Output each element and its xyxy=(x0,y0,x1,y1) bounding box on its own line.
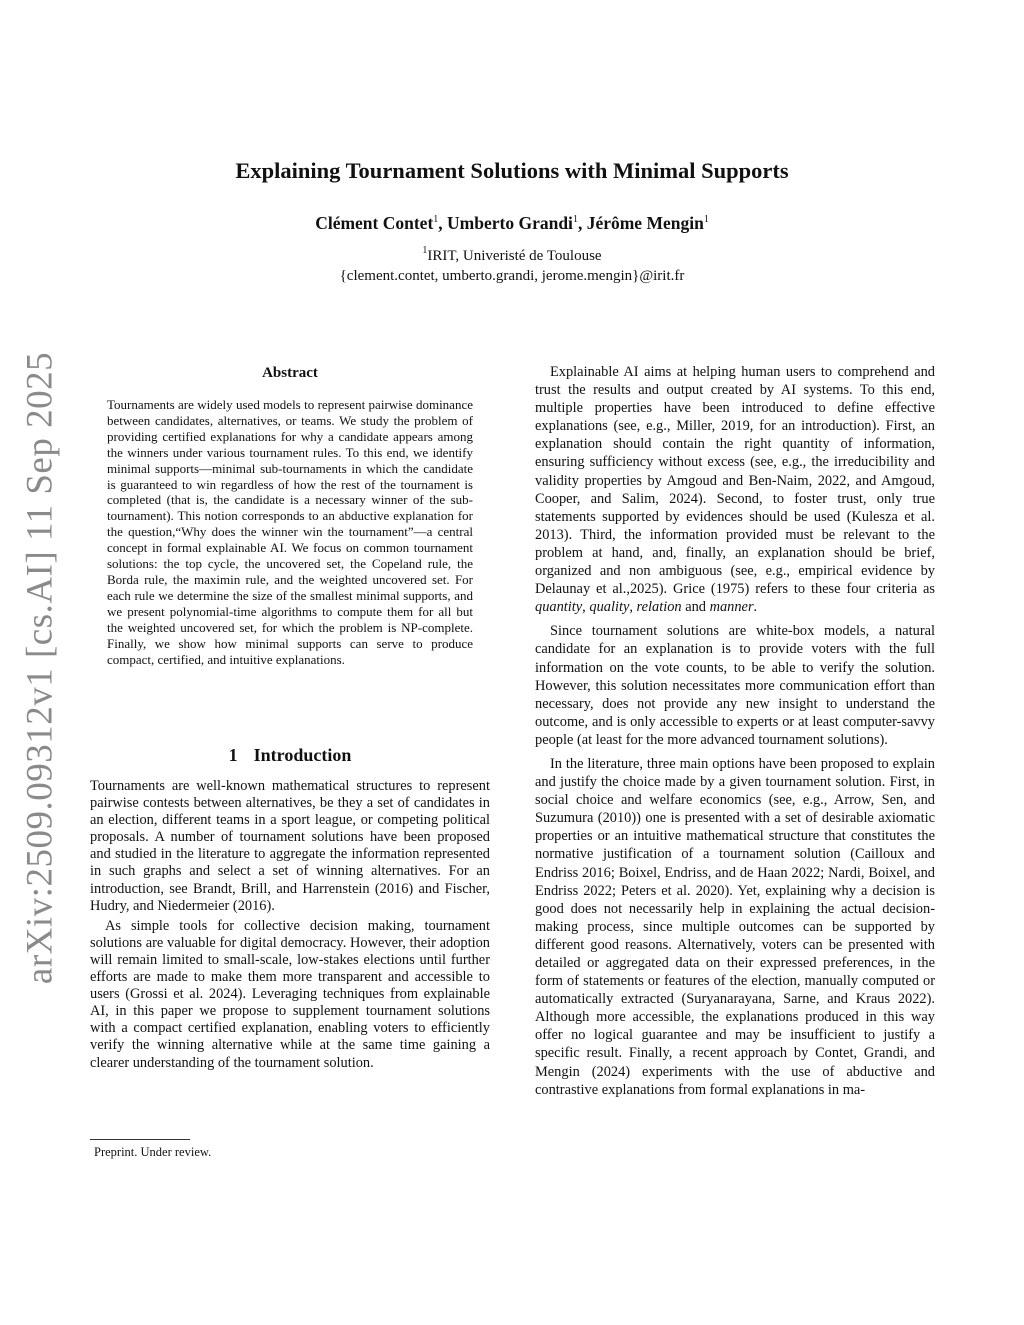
criterion-quantity: quantity xyxy=(535,599,583,616)
right-column-body xyxy=(535,363,935,1099)
author-name: Clément Contet xyxy=(315,213,434,233)
arxiv-identifier: arXiv:2509.09312v1 [cs.AI] 11 Sep 2025 xyxy=(19,351,61,985)
author-emails: {clement.contet, umberto.grandi, jerome.mengin}@irit.fr xyxy=(339,268,685,284)
criterion-quality: quality xyxy=(589,599,630,616)
author-list: Clément Contet$^1$, Umberto Grandi$^1$, Jérôme Mengin$^1$ xyxy=(315,213,709,233)
left-column-body xyxy=(90,778,490,1072)
footnote: Preprint. Under review. xyxy=(94,1145,212,1159)
paragraph: In the literature, three main options have been proposed to explain and justify the choice made by a given tournament solution. First, in social choice and welfare economics (see, e.g., Arrow, Sen, and Suzumura (2010)) one is presented with a set of desirable axiomatic properties or an intuitive mathematical structure that constitutes the normative justification of a tournament solution (Cailloux and Endriss 2016; Boixel, Endriss, and de Haan 2022; Nardi, Boixel, and Endriss 2022; Peters et al. 2020). Yet, explaining why a decision is good does not necessarily help in explaining the actual decision-making process, since multiple outcomes can be supported by different good reasons. Alternatively, voters can be presented with detailed or aggregated data on their expressed preferences, in the form of statements or features of the election, manually computed or automatically extracted (Suryanarayana, Sarne, and Kraus 2022). Although more accessible, the explanations produced in this way offer no logical guarantee and may be insufficient to justify a specific result. Finally, a recent approach by Contet, Grandi, and Mengin (2024) experiments with the use of abductive and contrastive explanations from formal explanations in ma- xyxy=(535,755,935,1098)
section-heading xyxy=(90,745,490,766)
criterion-relation: relation xyxy=(636,599,682,616)
author-affiliation-mark: 1 xyxy=(433,214,439,225)
paragraph: As simple tools for collective decision making, tournament solutions are valuable for digital democracy. However, their adoption will remain limited to small-scale, low-stakes elections until further efforts are made to make them more transparent and accessible to users (Grossi et al. 2024). Leveraging techniques from explainable AI, in this paper we propose to supplement tournament solutions with a compact certified explanation, enabling voters to efficiently verify the winning alternative while at the same time gaining a clearer understanding of the tournament solution. xyxy=(90,917,490,1071)
paper-title: Explaining Tournament Solutions with Minimal Supports xyxy=(235,158,789,183)
author-affiliation-mark: 1 xyxy=(703,214,709,225)
affiliation-block xyxy=(150,246,874,286)
affiliation-line xyxy=(150,246,874,266)
abstract-text: Tournaments are widely used models to represent pairwise dominance between candidates, alternatives, or teams. We study the problem of providing certified explanations for why a candidate appears among the winners under various tournament rules. To this end, we identify minimal supports—minimal sub-tournaments in which the candidate is guaranteed to win regardless of how the rest of the tournament is completed (that is, the candidate is a necessary winner of the sub-tournament). This notion corresponds to an abductive explanation for the question,“Why does the winner win the tournament”—a central concept in formal explainable AI. We focus on common tournament solutions: the top cycle, the uncovered set, the Copeland rule, the Borda rule, the maximin rule, and the weighted uncovered set. For each rule we determine the size of the smallest minimal supports, and we present polynomial-time algorithms to compute them for all but the weighted uncovered set, for which the problem is NP-complete. Finally, we show how minimal supports can serve to produce compact, certified, and intuitive explanations. xyxy=(107,397,473,667)
section-number: 1 xyxy=(228,745,238,765)
abstract-heading: Abstract xyxy=(262,365,318,381)
footnote-divider xyxy=(90,1139,190,1140)
paragraph: Since tournament solutions are white-box models, a natural candidate for an explanation is to provide voters with the full information on the vote counts, to be able to verify the solution. However, this solution necessitates more communication effort than necessary, does not provide any new insight to understand the outcome, and is only accessible to experts or at least computer-savvy people (at least for the more advanced tournament solutions). xyxy=(535,623,935,748)
affiliation-name: IRIT, Univeristé de Toulouse xyxy=(427,248,602,264)
author-name: Jérôme Mengin xyxy=(586,213,704,233)
affiliation-mark: 1 xyxy=(422,245,428,256)
paragraph: Explainable AI aims at helping human users to comprehend and trust the results and output created by AI systems. To this end, multiple properties have been introduced to define effective explanations (see, e.g., Miller, 2019, for an introduction). First, an explanation should contain the right quantity of information, ensuring sufficiency without excess (see, e.g., the irreducibility and validity properties by Amgoud and Ben-Naim, 2022, and Amgoud, Cooper, and Salim, 2024). Second, to foster trust, only true statements supported by evidences should be used (Kulesza et al. 2013). Third, the information provided must be relevant to the problem at hand, and, finally, an explanation should be brief, organized and non ambiguous (see, e.g., empirical evidence by Delaunay et al.,2025). Grice (1975) refers to these four criteria as quantity, quality, relation and manner. xyxy=(535,364,935,616)
author-name: Umberto Grandi xyxy=(447,213,573,233)
paragraph: Tournaments are well-known mathematical structures to represent pairwise contests between alternatives, be they a set of candidates in an election, different teams in a sport league, or competing political proposals. A number of tournament solutions have been proposed and studied in the literature to aggregate the information represented in such graphs and select a set of winning alternatives. For an introduction, see Brandt, Brill, and Harrenstein (2016) and Fischer, Hudry, and Niedermeier (2016). xyxy=(90,778,490,914)
criterion-manner: manner xyxy=(709,599,754,616)
section-title: Introduction xyxy=(253,745,352,765)
author-affiliation-mark: 1 xyxy=(572,214,578,225)
